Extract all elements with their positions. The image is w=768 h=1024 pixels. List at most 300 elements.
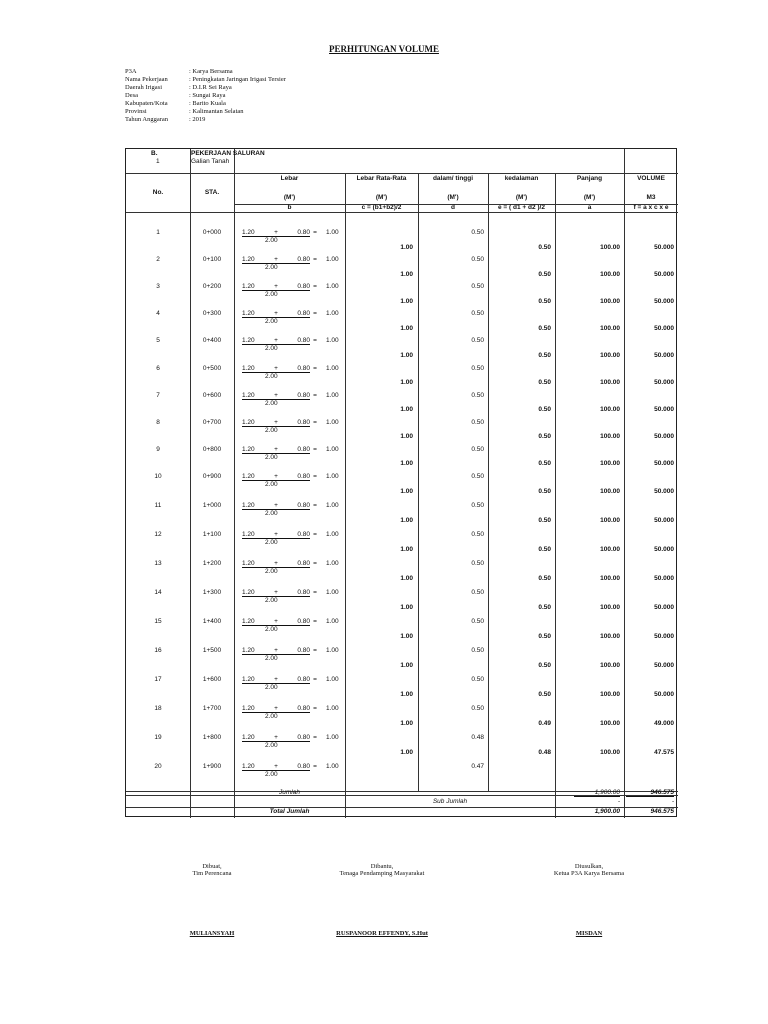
formula-value: 0.80 <box>297 472 310 480</box>
formula-value: 1.20 <box>242 501 255 509</box>
formula-divisor: 2.00 <box>265 426 278 434</box>
row-station: 1+100 <box>202 530 222 538</box>
formula-numerator <box>242 531 310 539</box>
segment-avg-width: 1.00 <box>400 749 413 757</box>
formula-result: 1.00 <box>326 229 339 236</box>
formula-value: 1.20 <box>242 762 255 770</box>
segment-length: 100.00 <box>600 749 620 757</box>
jumlah-label: Jumlah <box>279 789 300 796</box>
formula-result: 1.00 <box>326 617 339 625</box>
segment-avg-depth: 0.48 <box>538 749 551 757</box>
signature-title: Tim Perencana <box>192 870 232 877</box>
segment-avg-depth: 0.50 <box>538 324 551 332</box>
formula-numerator <box>242 310 310 318</box>
formula-value: 1.20 <box>242 256 255 264</box>
formula-operator: + <box>274 675 278 683</box>
segment-volume: 50.000 <box>654 460 674 468</box>
segment-volume: 50.000 <box>654 546 674 554</box>
formula-operator: + <box>274 588 278 596</box>
segment-avg-width: 1.00 <box>400 517 413 525</box>
formula-value: 1.20 <box>242 675 255 683</box>
row-station: 1+200 <box>202 559 222 567</box>
row-depth: 0.50 <box>471 283 484 291</box>
formula-result: 1.00 <box>326 559 339 567</box>
subjumlah-panjang: - <box>617 798 620 805</box>
segment-length: 100.00 <box>600 575 620 583</box>
formula-value: 1.20 <box>242 559 255 567</box>
col-line-rata <box>418 173 419 791</box>
segment-length: 100.00 <box>600 720 620 728</box>
segment-avg-width: 1.00 <box>400 604 413 612</box>
segment-avg-width: 1.00 <box>400 297 413 305</box>
segment-volume: 50.000 <box>654 691 674 699</box>
row-station: 0+800 <box>202 445 222 453</box>
formula-operator: + <box>274 256 278 264</box>
formula-result: 1.00 <box>326 445 339 453</box>
row-depth: 0.50 <box>471 559 484 567</box>
row-depth: 0.50 <box>471 472 484 480</box>
formula-value: 0.80 <box>297 733 310 741</box>
formula-result: 1.00 <box>326 675 339 683</box>
row-station: 1+400 <box>202 617 222 625</box>
formula-value: 1.20 <box>242 588 255 596</box>
header-volume-unit: M3 <box>646 194 656 201</box>
header-lebar-rata-formula: c = (b1+b2)/2 <box>361 204 402 211</box>
formula-divisor: 2.00 <box>265 372 278 380</box>
row-number: 18 <box>154 704 162 712</box>
header-lebar-rata: Lebar Rata-Rata <box>356 175 407 182</box>
formula-numerator <box>242 705 310 713</box>
formula-numerator <box>242 647 310 655</box>
header-panjang: Panjang <box>576 175 603 182</box>
segment-volume: 47.575 <box>654 749 674 757</box>
info-label: Desa <box>125 92 138 99</box>
formula-divisor: 2.00 <box>265 654 278 662</box>
segment-avg-width: 1.00 <box>400 546 413 554</box>
info-label: Kabupaten/Kota <box>125 100 168 107</box>
subsection-number: 1 <box>156 158 160 165</box>
row-number: 17 <box>154 675 162 683</box>
signature-role: Diusulkan, <box>574 863 604 870</box>
segment-length: 100.00 <box>600 633 620 641</box>
row-depth: 0.50 <box>471 501 484 509</box>
row-station: 1+500 <box>202 646 222 654</box>
formula-operator: + <box>274 445 278 453</box>
row-station: 1+000 <box>202 501 222 509</box>
formula-value: 1.20 <box>242 646 255 654</box>
info-label: Provinsi <box>125 108 147 115</box>
row-depth: 0.50 <box>471 229 484 236</box>
formula-result: 1.00 <box>326 762 339 770</box>
segment-avg-width: 1.00 <box>400 488 413 496</box>
segment-avg-depth: 0.50 <box>538 662 551 670</box>
formula-value: 1.20 <box>242 337 255 345</box>
formula-equals: = <box>313 733 317 741</box>
info-label: Daerah Irigasi <box>125 84 162 91</box>
formula-divisor: 2.00 <box>265 683 278 691</box>
formula-operator: + <box>274 337 278 345</box>
segment-length: 100.00 <box>600 351 620 359</box>
segment-avg-depth: 0.50 <box>538 379 551 387</box>
segment-avg-width: 1.00 <box>400 433 413 441</box>
info-label: P3A <box>125 68 137 75</box>
header-volume-formula: f = a x c x e <box>633 204 669 211</box>
formula-equals: = <box>313 588 317 596</box>
formula-equals: = <box>313 762 317 770</box>
header-dalam: dalam/ tinggi <box>432 175 474 182</box>
formula-numerator <box>242 446 310 454</box>
segment-avg-width: 1.00 <box>400 406 413 414</box>
segment-avg-width: 1.00 <box>400 270 413 278</box>
segment-avg-depth: 0.50 <box>538 488 551 496</box>
segment-avg-width: 1.00 <box>400 633 413 641</box>
formula-result: 1.00 <box>326 256 339 264</box>
segment-length: 100.00 <box>600 379 620 387</box>
formula-result: 1.00 <box>326 646 339 654</box>
formula-operator: + <box>274 501 278 509</box>
header-kedalaman: kedalaman <box>504 175 539 182</box>
row-number: 19 <box>154 733 162 741</box>
segment-avg-width: 1.00 <box>400 662 413 670</box>
segment-avg-depth: 0.50 <box>538 270 551 278</box>
segment-volume: 50.000 <box>654 406 674 414</box>
total-volume: 946.575 <box>650 808 674 815</box>
segment-avg-width: 1.00 <box>400 324 413 332</box>
info-row <box>125 68 286 76</box>
formula-operator: + <box>274 733 278 741</box>
segment-length: 100.00 <box>600 297 620 305</box>
row-number: 16 <box>154 646 162 654</box>
formula-operator: + <box>274 364 278 372</box>
formula-numerator <box>242 229 310 237</box>
segment-avg-depth: 0.50 <box>538 604 551 612</box>
segment-length: 100.00 <box>600 488 620 496</box>
segment-length: 100.00 <box>600 270 620 278</box>
segment-avg-depth: 0.50 <box>538 575 551 583</box>
formula-equals: = <box>313 559 317 567</box>
row-station: 0+600 <box>202 391 222 399</box>
header-dalam-symbol: d <box>451 204 455 211</box>
row-depth: 0.50 <box>471 364 484 372</box>
row-station: 0+400 <box>202 337 222 345</box>
row-depth: 0.50 <box>471 675 484 683</box>
segment-avg-width: 1.00 <box>400 379 413 387</box>
segment-avg-depth: 0.50 <box>538 433 551 441</box>
formula-operator: + <box>274 762 278 770</box>
segment-length: 100.00 <box>600 460 620 468</box>
row-number: 10 <box>154 472 162 480</box>
formula-numerator <box>242 473 310 481</box>
formula-equals: = <box>313 472 317 480</box>
row-number: 11 <box>154 501 162 509</box>
formula-operator: + <box>274 283 278 291</box>
formula-numerator <box>242 676 310 684</box>
row-depth: 0.48 <box>471 733 484 741</box>
segment-avg-depth: 0.50 <box>538 517 551 525</box>
formula-result: 1.00 <box>326 418 339 426</box>
row-number: 2 <box>156 256 160 264</box>
formula-value: 1.20 <box>242 617 255 625</box>
formula-equals: = <box>313 530 317 538</box>
segment-length: 100.00 <box>600 517 620 525</box>
header-kedalaman-unit: (M') <box>515 194 528 201</box>
formula-value: 1.20 <box>242 364 255 372</box>
formula-value: 0.80 <box>297 530 310 538</box>
signature-name: MISDAN <box>575 930 603 937</box>
col-line-no <box>190 149 191 818</box>
formula-result: 1.00 <box>326 391 339 399</box>
segment-length: 100.00 <box>600 433 620 441</box>
formula-operator: + <box>274 530 278 538</box>
formula-numerator <box>242 337 310 345</box>
formula-value: 1.20 <box>242 229 255 236</box>
info-value: : Peningkatan Jaringan Irigasi Tersier <box>189 76 286 83</box>
segment-length: 100.00 <box>600 243 620 251</box>
signature-name: MULIANSYAH <box>189 930 235 937</box>
formula-result: 1.00 <box>326 530 339 538</box>
formula-numerator <box>242 365 310 373</box>
header-panjang-symbol: a <box>587 204 592 211</box>
info-value: : 2019 <box>189 116 206 123</box>
header-lebar: Lebar <box>280 175 299 182</box>
formula-equals: = <box>313 391 317 399</box>
header-lebar-unit: (M') <box>283 194 296 201</box>
formula-value: 0.80 <box>297 418 310 426</box>
volume-table <box>125 148 677 817</box>
formula-divisor: 2.00 <box>265 625 278 633</box>
segment-volume: 50.000 <box>654 517 674 525</box>
segment-avg-depth: 0.50 <box>538 351 551 359</box>
formula-equals: = <box>313 501 317 509</box>
formula-divisor: 2.00 <box>265 567 278 575</box>
header-no: No. <box>152 189 164 196</box>
formula-value: 0.80 <box>297 283 310 291</box>
segment-volume: 50.000 <box>654 575 674 583</box>
formula-value: 0.80 <box>297 675 310 683</box>
header-lebar-symbol: b <box>287 204 292 211</box>
segment-avg-depth: 0.50 <box>538 243 551 251</box>
header-lebar-rata-unit: (M') <box>375 194 388 201</box>
segment-avg-width: 1.00 <box>400 460 413 468</box>
formula-result: 1.00 <box>326 733 339 741</box>
formula-numerator <box>242 502 310 510</box>
formula-value: 0.80 <box>297 704 310 712</box>
row-number: 20 <box>154 762 162 770</box>
formula-numerator <box>242 419 310 427</box>
segment-volume: 50.000 <box>654 604 674 612</box>
segment-volume: 50.000 <box>654 270 674 278</box>
row-number: 6 <box>156 364 160 372</box>
row-station: 0+200 <box>202 283 222 291</box>
formula-operator: + <box>274 472 278 480</box>
formula-equals: = <box>313 229 317 236</box>
formula-operator: + <box>274 646 278 654</box>
segment-volume: 50.000 <box>654 243 674 251</box>
section-name: PEKERJAAN SALURAN <box>191 150 265 157</box>
formula-operator: + <box>274 418 278 426</box>
formula-value: 1.20 <box>242 391 255 399</box>
signature-block-pendamping <box>316 863 448 937</box>
formula-result: 1.00 <box>326 310 339 318</box>
formula-divisor: 2.00 <box>265 741 278 749</box>
formula-equals: = <box>313 310 317 318</box>
header-panjang-unit: (M') <box>583 194 596 201</box>
row-station: 0+900 <box>202 472 222 480</box>
total-label: Total Jumlah <box>269 808 310 815</box>
formula-equals: = <box>313 646 317 654</box>
formula-numerator <box>242 589 310 597</box>
formula-result: 1.00 <box>326 337 339 345</box>
formula-value: 0.80 <box>297 762 310 770</box>
formula-divisor: 2.00 <box>265 480 278 488</box>
signature-title: Tenaga Pendamping Masyarakat <box>339 870 425 877</box>
formula-result: 1.00 <box>326 588 339 596</box>
signature-role: Dibuat, <box>202 863 222 870</box>
segment-volume: 50.000 <box>654 433 674 441</box>
formula-value: 0.80 <box>297 646 310 654</box>
row-number: 13 <box>154 559 162 567</box>
info-row <box>125 100 286 108</box>
formula-divisor: 2.00 <box>265 237 278 244</box>
document-title: PERHITUNGAN VOLUME <box>329 44 439 54</box>
segment-volume: 49.000 <box>654 720 674 728</box>
segment-avg-depth: 0.50 <box>538 297 551 305</box>
row-station: 1+800 <box>202 733 222 741</box>
row-number: 9 <box>156 445 160 453</box>
formula-divisor: 2.00 <box>265 770 278 778</box>
formula-value: 0.80 <box>297 559 310 567</box>
formula-divisor: 2.00 <box>265 712 278 720</box>
formula-divisor: 2.00 <box>265 453 278 461</box>
segment-volume: 50.000 <box>654 324 674 332</box>
formula-value: 0.80 <box>297 445 310 453</box>
formula-value: 1.20 <box>242 704 255 712</box>
formula-result: 1.00 <box>326 283 339 291</box>
row-station: 0+700 <box>202 418 222 426</box>
row-number: 3 <box>156 283 160 291</box>
row-depth: 0.50 <box>471 646 484 654</box>
signature-role: Dibantu, <box>370 863 394 870</box>
segment-avg-width: 1.00 <box>400 691 413 699</box>
row-depth: 0.50 <box>471 310 484 318</box>
formula-numerator <box>242 734 310 742</box>
formula-value: 0.80 <box>297 256 310 264</box>
row-depth: 0.50 <box>471 704 484 712</box>
row-depth: 0.50 <box>471 391 484 399</box>
signature-block-ketua <box>530 863 648 937</box>
formula-equals: = <box>313 445 317 453</box>
row-station: 0+300 <box>202 310 222 318</box>
info-value: : Karya Bersama <box>189 68 233 75</box>
total-panjang: 1,900.00 <box>594 808 620 815</box>
formula-divisor: 2.00 <box>265 538 278 546</box>
info-row <box>125 108 286 116</box>
formula-result: 1.00 <box>326 501 339 509</box>
row-depth: 0.50 <box>471 256 484 264</box>
formula-divisor: 2.00 <box>265 318 278 326</box>
row-station: 1+900 <box>202 762 222 770</box>
row-station: 1+300 <box>202 588 222 596</box>
formula-divisor: 2.00 <box>265 291 278 299</box>
formula-value: 0.80 <box>297 364 310 372</box>
row-station: 0+100 <box>202 256 222 264</box>
formula-equals: = <box>313 256 317 264</box>
segment-avg-depth: 0.50 <box>538 633 551 641</box>
segment-avg-depth: 0.50 <box>538 406 551 414</box>
formula-value: 0.80 <box>297 617 310 625</box>
formula-divisor: 2.00 <box>265 345 278 353</box>
segment-avg-depth: 0.50 <box>538 546 551 554</box>
formula-value: 0.80 <box>297 310 310 318</box>
row-station: 0+500 <box>202 364 222 372</box>
segment-volume: 50.000 <box>654 297 674 305</box>
info-value: : Sungai Raya <box>189 92 226 99</box>
row-depth: 0.50 <box>471 418 484 426</box>
project-info <box>125 68 286 124</box>
info-value: : Barito Kuala <box>189 100 226 107</box>
segment-avg-depth: 0.50 <box>538 460 551 468</box>
row-station: 1+700 <box>202 704 222 712</box>
segment-volume: 50.000 <box>654 662 674 670</box>
header-kedalaman-formula: e = ( d1 + d2 )/2 <box>498 204 545 211</box>
segment-length: 100.00 <box>600 546 620 554</box>
formula-result: 1.00 <box>326 472 339 480</box>
segment-avg-depth: 0.50 <box>538 691 551 699</box>
formula-equals: = <box>313 617 317 625</box>
header-bottom-line <box>126 212 678 213</box>
header-volume: VOLUME <box>637 175 665 182</box>
formula-result: 1.00 <box>326 364 339 372</box>
info-value: : D.I.R Sei Raya <box>189 84 232 91</box>
signature-block-perencana <box>160 863 264 937</box>
formula-value: 0.80 <box>297 588 310 596</box>
formula-numerator <box>242 283 310 291</box>
formula-value: 0.80 <box>297 391 310 399</box>
formula-operator: + <box>274 391 278 399</box>
jumlah-volume: 946.575 <box>626 789 674 797</box>
segment-avg-width: 1.00 <box>400 351 413 359</box>
subjumlah-label: Sub Jumlah <box>432 798 468 805</box>
subsection-name: Galian Tanah <box>191 158 230 165</box>
formula-value: 1.20 <box>242 530 255 538</box>
formula-value: 1.20 <box>242 283 255 291</box>
formula-numerator <box>242 763 310 771</box>
header-dalam-unit: (M') <box>447 194 459 201</box>
formula-divisor: 2.00 <box>265 264 278 272</box>
formula-value: 1.20 <box>242 445 255 453</box>
row-depth: 0.50 <box>471 337 484 345</box>
formula-equals: = <box>313 418 317 426</box>
segment-avg-width: 1.00 <box>400 575 413 583</box>
row-depth: 0.47 <box>471 762 484 770</box>
formula-divisor: 2.00 <box>265 596 278 604</box>
info-label: Nama Pekerjaan <box>125 76 168 83</box>
formula-value: 1.20 <box>242 733 255 741</box>
row-depth: 0.50 <box>471 588 484 596</box>
formula-divisor: 2.00 <box>265 509 278 517</box>
formula-equals: = <box>313 283 317 291</box>
info-value: : Kalimantan Selatan <box>189 108 244 115</box>
formula-result: 1.00 <box>326 704 339 712</box>
row-number: 15 <box>154 617 162 625</box>
segment-length: 100.00 <box>600 604 620 612</box>
formula-numerator <box>242 256 310 264</box>
segment-length: 100.00 <box>600 324 620 332</box>
info-row <box>125 76 286 84</box>
formula-value: 1.20 <box>242 310 255 318</box>
col-line-sta <box>234 149 235 818</box>
header-sta: STA. <box>204 189 220 196</box>
